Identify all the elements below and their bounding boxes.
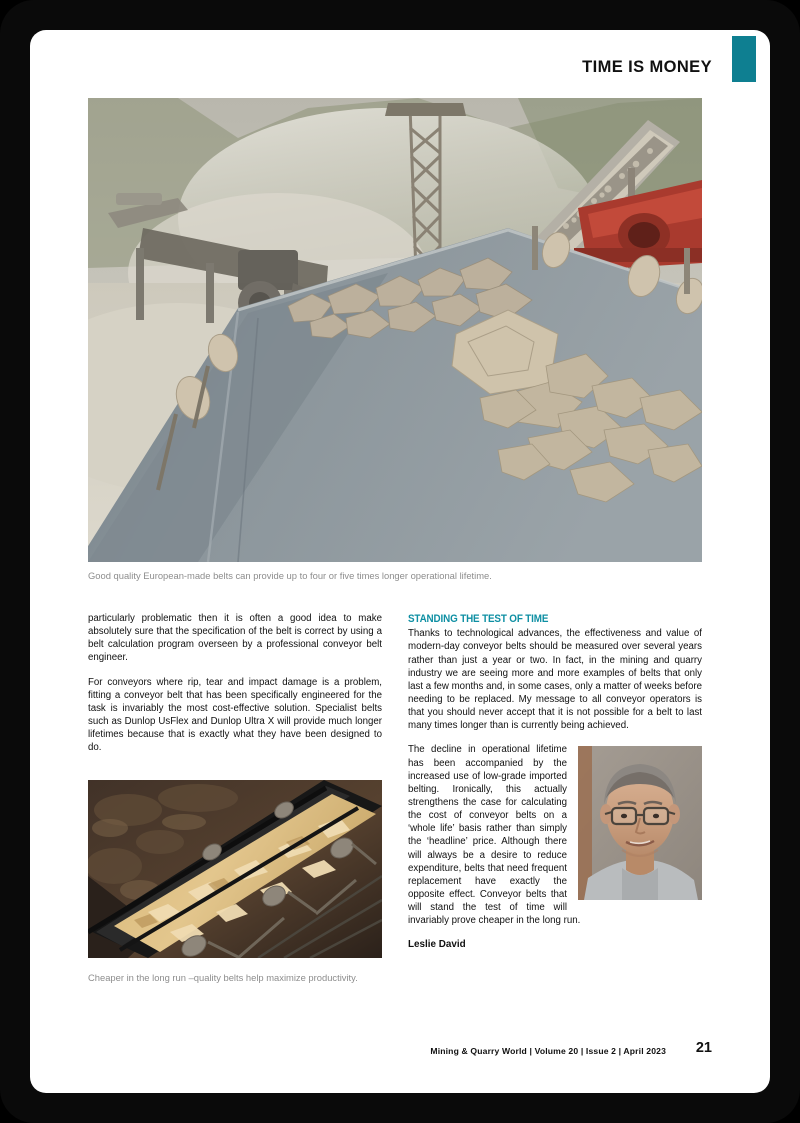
article-left-column bbox=[88, 612, 382, 754]
hero-image-graphic bbox=[88, 98, 702, 562]
paragraph: For conveyors where rip, tear and impact damage is a problem, fitting a conveyor belt that has been specifically engineered for the task is invariably the most cost-effective solution. Specialist belts such as Dunlop UsFlex and Dunlop Ultra X will provide much longer lifetimes because that is exactly what they have been designed to do. bbox=[88, 676, 382, 754]
article-right-column bbox=[408, 612, 702, 952]
paragraph: Thanks to technological advances, the effectiveness and value of modern-day conveyor belts should be measured over several years rather than just a year or two. In fact, in the mining and quarry industry we are seeing more and more examples of belts that only last a few months and, in some cases, only a matter of weeks before needing to be replaced. My message to all conveyor operators is that you should never accept that it is not possible for a belt to last many times longer than is currently being achieved. bbox=[408, 628, 702, 732]
page-header bbox=[30, 30, 770, 96]
magazine-page bbox=[30, 30, 770, 1093]
author-byline: Leslie David bbox=[408, 939, 466, 951]
secondary-caption: Cheaper in the long run –quality belts help maximize productivity. bbox=[88, 972, 358, 983]
page-number: 21 bbox=[695, 1040, 712, 1056]
author-portrait-graphic bbox=[578, 746, 702, 900]
header-accent-block bbox=[732, 36, 756, 82]
section-heading: STANDING THE TEST OF TIME bbox=[408, 613, 549, 625]
secondary-image-graphic bbox=[88, 780, 382, 958]
paragraph: particularly problematic then it is often a good idea to make absolutely sure that the specification of the belt is correct by using a belt calculation program overseen by a professional conveyor belt engineer. bbox=[88, 613, 382, 664]
footer-publication-info: Mining & Quarry World | Volume 20 | Issue 2 | April 2023 bbox=[430, 1046, 666, 1056]
page-footer bbox=[88, 1040, 712, 1063]
secondary-image bbox=[88, 780, 382, 958]
page-title: TIME IS MONEY bbox=[582, 58, 712, 76]
hero-caption: Good quality European-made belts can provide up to four or five times longer operational lifetime. bbox=[88, 570, 492, 581]
hero-image bbox=[88, 98, 702, 562]
author-portrait bbox=[578, 746, 702, 900]
paragraph: The decline in operational lifetime has been accompanied by the increased use of low-grade imported belting. Ironically, this actually strengthens the case for calculating the cost of conveyor belts on a ‘whole life’ basis rather than simply the ‘headline’ price. Although there will always be a desire to reduce expenditure, belts that need frequent replacement have exactly the opposite effect. Conveyor belts that will stand the test of time will invariably prove cheaper in the long run. bbox=[408, 744, 581, 927]
